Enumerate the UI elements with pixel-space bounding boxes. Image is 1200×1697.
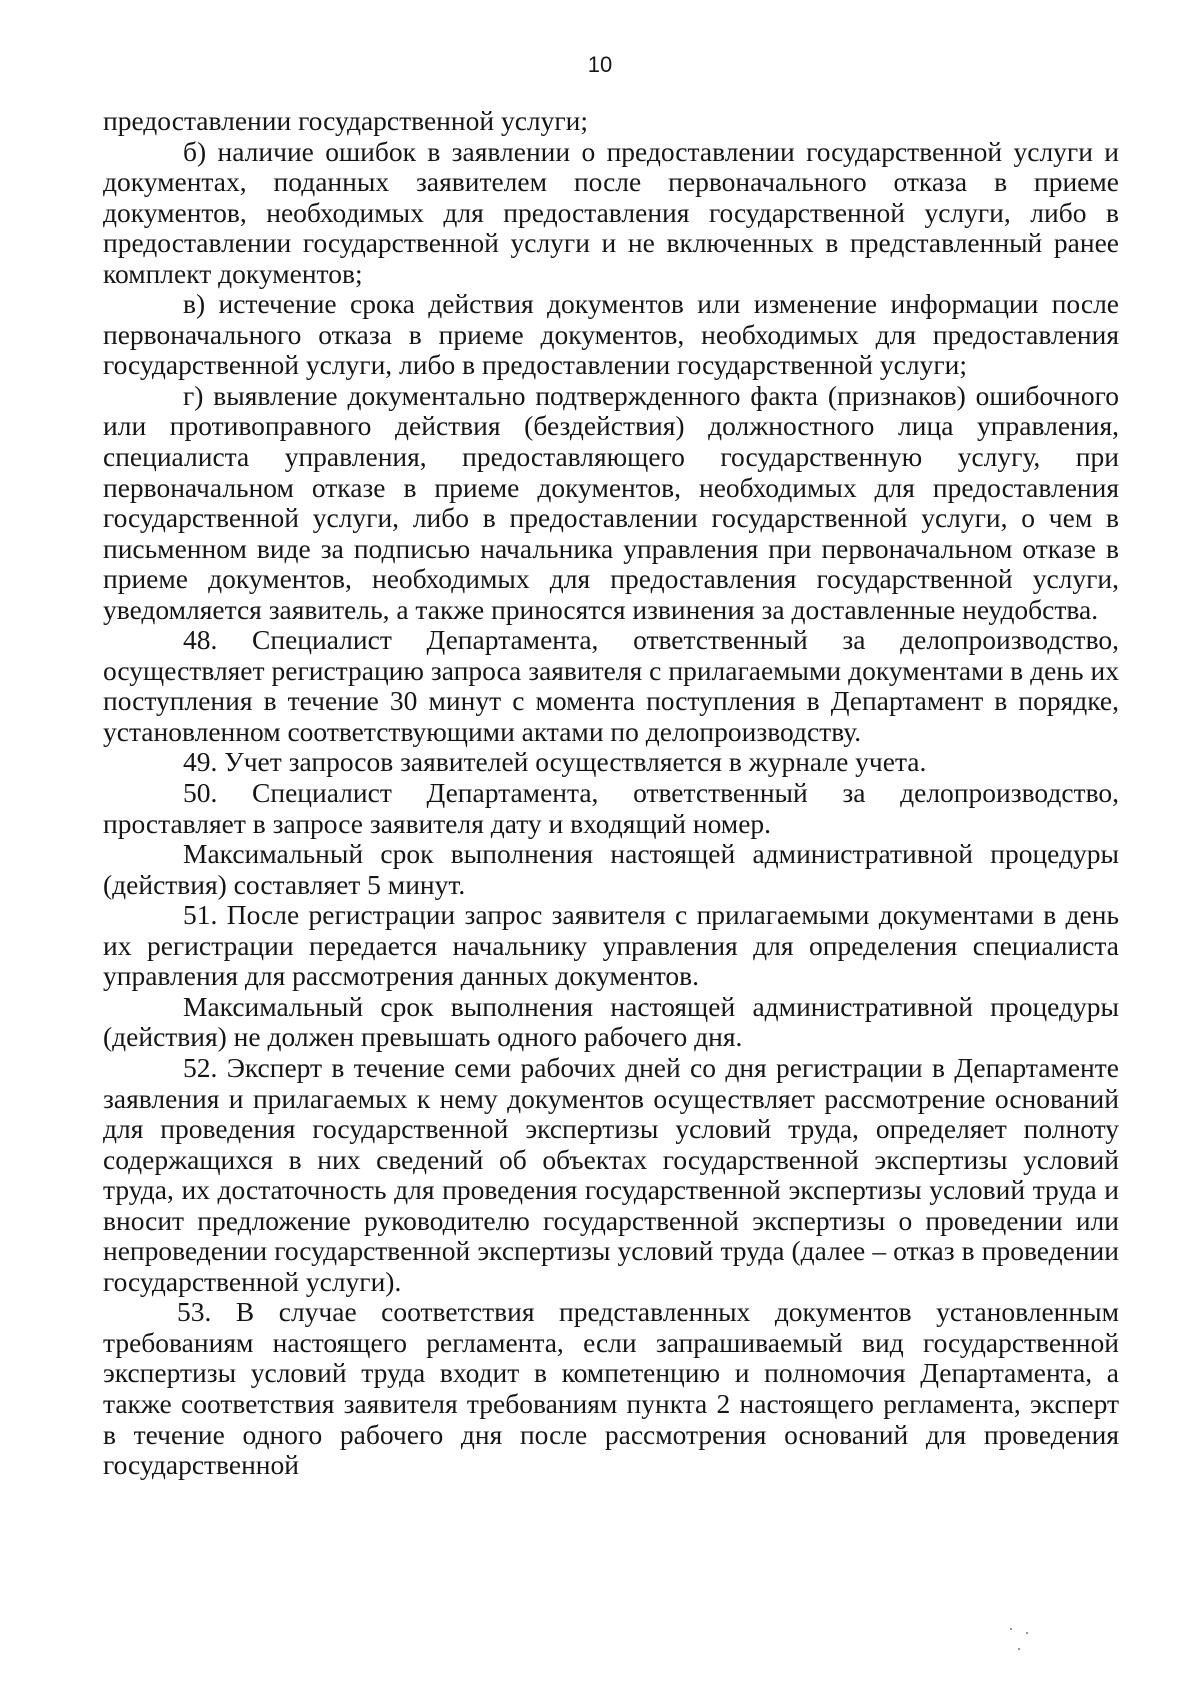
speck: [1026, 1632, 1028, 1634]
paragraph: 51. После регистрации запрос заявителя с прилагаемыми документами в день их регистрации передается начальнику управления для определения специалиста управления для рассмотрения данных документов.: [103, 899, 1119, 992]
paragraph: 52. Эксперт в течение семи рабочих дней со дня регистрации в Департаменте заявления и прилагаемых к нему документов осуществляет рассмотрение оснований для проведения государственной экспертизы условий труда, определяет полноту содержащихся в них сведений об объектах государственной экспертизы условий труда, их достаточность для проведения государственной экспертизы условий труда и вносит предложение руководителю государственной экспертизы о проведении или непроведении государственной экспертизы условий труда (далее – отказ в проведении государственной услуги).: [103, 1051, 1119, 1297]
paragraph: 48. Специалист Департамента, ответственный за делопроизводство, осуществляет регистрацию запроса заявителя с прилагаемыми документами в день их поступления в течение 30 минут с момента поступления в Департамент в порядке, установленном соответствующими актами по делопроизводству.: [103, 624, 1119, 747]
document-body: [103, 106, 1119, 1481]
paragraph: Максимальный срок выполнения настоящей административной процедуры (действия) составляет 5 минут.: [103, 838, 1119, 900]
paragraph: Максимальный срок выполнения настоящей административной процедуры (действия) не должен превышать одного рабочего дня.: [103, 990, 1119, 1053]
paragraph: б) наличие ошибок в заявлении о предоставлении государственной услуги и документах, поданных заявителем после первоначального отказа в приеме документов, необходимых для предоставления государственной услуги, либо в предоставлении государственной услуги и не включенных в представленный ранее комплект документов;: [103, 135, 1119, 289]
paragraph: г) выявление документально подтвержденного факта (признаков) ошибочного или противоправного действия (бездействия) должностного лица управления, специалиста управления, предоставляющего государственную услугу, при первоначальном отказе в приеме документов, необходимых для предоставления государственной услуги, либо в предоставлении государственной услуги, о чем в письменном виде за подписью начальника управления при первоначальном отказе в приеме документов, необходимых для предоставления государственной услуги, уведомляется заявитель, а также приносятся извинения за доставленные неудобства.: [103, 379, 1119, 625]
paragraph: 53. В случае соответствия представленных документов установленным требованиям настоящего регламента, если запрашиваемый вид государственной экспертизы условий труда входит в компетенцию и полномочия Департамента, а также соответствия заявителя требованиям пункта 2 настоящего регламента, эксперт в течение одного рабочего дня после рассмотрения оснований для проведения государственной: [103, 1296, 1119, 1481]
paragraph: предоставлении государственной услуги;: [103, 105, 589, 136]
paragraph: 50. Специалист Департамента, ответственный за делопроизводство, проставляет в запросе заявителя дату и входящий номер.: [103, 777, 1119, 839]
speck: [1018, 1648, 1020, 1650]
speck: [1010, 1628, 1012, 1630]
scan-specks: [1000, 1620, 1060, 1680]
paragraph: в) истечение срока действия документов или изменение информации после первоначального отказа в приеме документов, необходимых для предоставления государственной услуги, либо в предоставлении государственной услуги;: [103, 288, 1119, 381]
page-number: 10: [587, 52, 613, 77]
paragraph: 49. Учет запросов заявителей осуществляется в журнале учета.: [183, 746, 927, 778]
